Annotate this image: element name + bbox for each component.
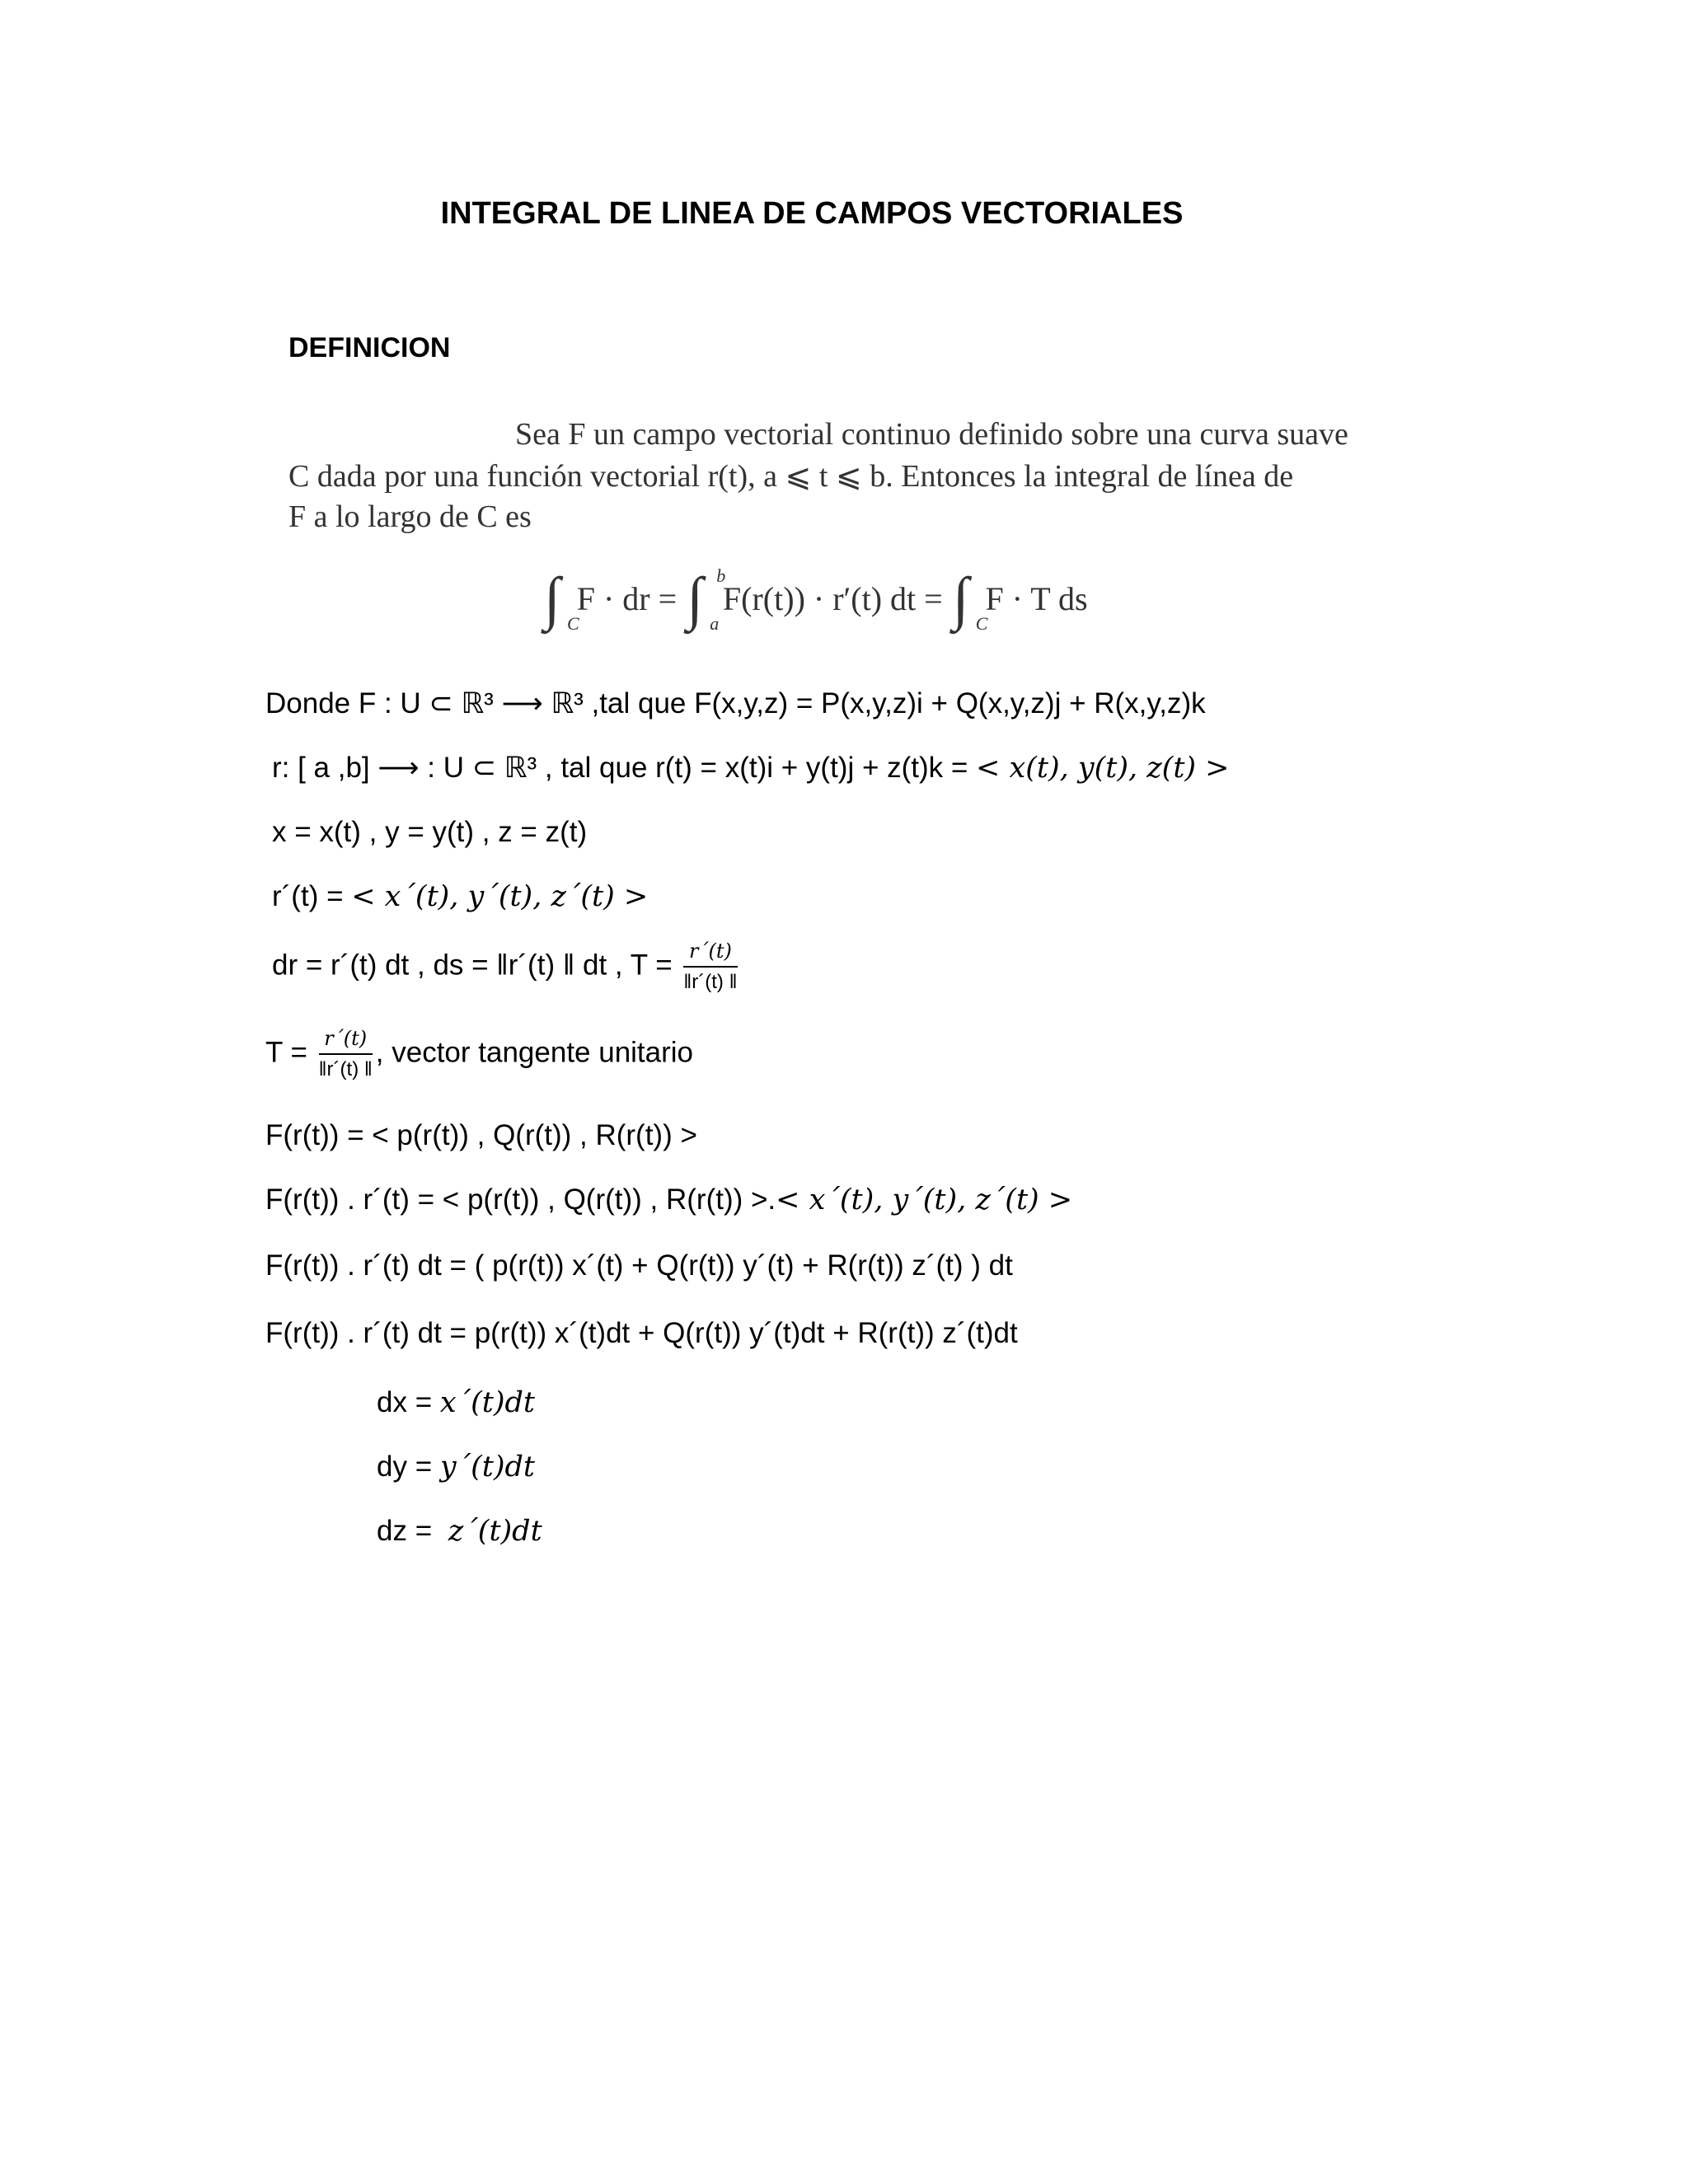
- integral-sign-c: ∫ C: [952, 565, 988, 634]
- line-components: x = x(t) , y = y(t) , z = z(t): [272, 816, 588, 848]
- line-dx: dx = x´(t)dt: [377, 1386, 535, 1419]
- line-expanded-1: F(r(t)) . r´(t) dt = ( p(r(t)) x´(t) + Q(r(t)) y´(t) + R(r(t)) z´(t) ) dt: [265, 1249, 1013, 1282]
- section-heading: DEFINICION: [288, 332, 451, 363]
- line-dot-product: F(r(t)) . r´(t) = < p(r(t)) , Q(r(t)) , R(r(t)) >.< x´(t), y´(t), z´(t) >: [265, 1183, 1073, 1216]
- definition-line-3: F a lo largo de C es: [288, 499, 532, 534]
- line-expanded-2: F(r(t)) . r´(t) dt = p(r(t)) x´(t)dt + Q(r(t)) y´(t)dt + R(r(t)) z´(t)dt: [265, 1317, 1018, 1349]
- fraction-t-2: $\frac{r´(t)}{‖r´(t) ‖}$: [318, 1027, 373, 1080]
- line-integral-equation: [544, 565, 1088, 634]
- definition-line-1: Sea F un campo vectorial continuo definido sobre una curva suave: [515, 417, 1348, 452]
- line-r-prime: r´(t) = < x´(t), y´(t), z´(t) >: [272, 880, 649, 913]
- line-tangent: T = $\frac{r´(t)}{‖r´(t) ‖}$ , vector tangente unitario: [265, 1027, 694, 1080]
- fraction-t: $\frac{r´(t)}{‖r´(t) ‖}$: [683, 940, 738, 993]
- line-dz: dz = z´(t)dt: [377, 1515, 542, 1548]
- definition-line-2: C dada por una función vectorial r(t), a ⩽ t ⩽ b. Entonces la integral de línea de: [288, 459, 1294, 494]
- line-r-function: r: [ a ,b] ⟶ : U ⊂ ℝ³ , tal que r(t) = x(t)i + y(t)j + z(t)k = < x(t), y(t), z(t) >: [272, 752, 1230, 785]
- line-dy: dy = y´(t)dt: [377, 1451, 535, 1483]
- integral-sign-ab: ∫ a b: [687, 565, 726, 634]
- page-title: INTEGRAL DE LINEA DE CAMPOS VECTORIALES: [440, 196, 1184, 231]
- line-dr-ds: dr = r´(t) dt , ds = ‖r´(t) ‖ dt , T = $\frac{r´(t)}{‖r´(t) ‖}$: [272, 940, 738, 993]
- line-f-r-t: F(r(t)) = < p(r(t)) , Q(r(t)) , R(r(t)) >: [265, 1119, 697, 1151]
- eq-left: F · dr =: [576, 579, 678, 617]
- eq-mid: F(r(t)) · r′(t) dt =: [722, 579, 943, 617]
- eq-right: F · T ds: [985, 579, 1088, 617]
- integral-sign: ∫ C: [544, 565, 579, 634]
- line-donde: Donde F : U ⊂ ℝ³ ⟶ ℝ³ ,tal que F(x,y,z) = P(x,y,z)i + Q(x,y,z)j + R(x,y,z)k: [265, 687, 1206, 719]
